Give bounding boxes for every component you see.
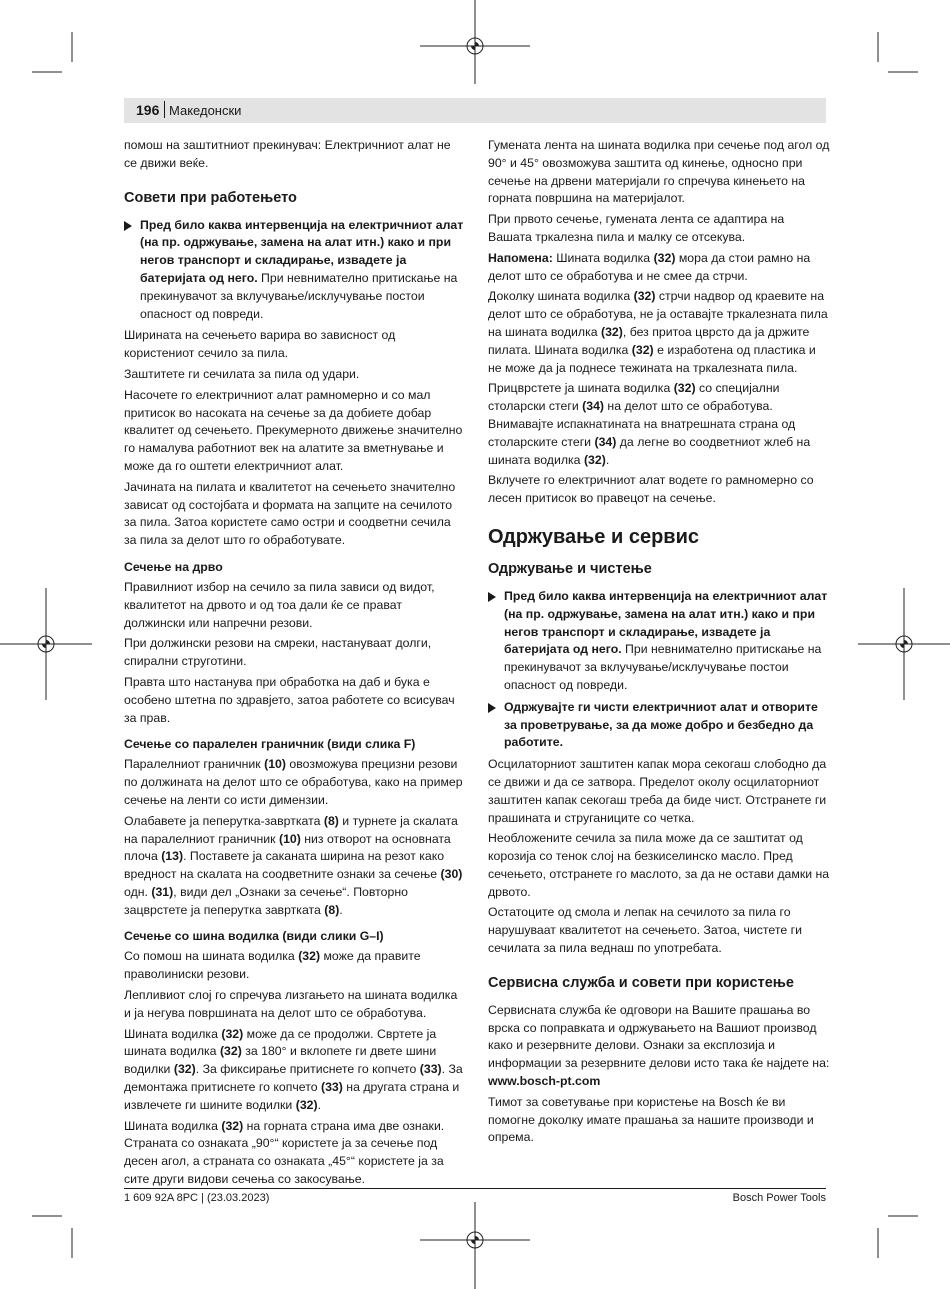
safety-bullet-text: При невнимателно притискање на прекинувачот за вклучување/исклучување постои опасност од повреди.: [140, 270, 458, 321]
page-number: 196: [136, 102, 160, 118]
footer-brand: Bosch Power Tools: [732, 1192, 826, 1204]
paragraph: Прицврстете ја шината водилка (32) со специјални столарски стеги (34) на делот што се обработува. Внимавајте испакнатината на внатрешната страна од столарските стеги (34) да легне во соодветниот жлеб на шината водилка (32).: [488, 381, 811, 467]
header-language: Македонски: [169, 103, 242, 118]
paragraph: Олабавете ја пеперутка-завртката (8) и турнете ја скалата на паралелниот граничник (10) низ отворот на основната плоча (13). Поставете ја саканата ширина на резот како вредност на скалата на соодветните ознаки за сечење (30) одн. (31), види дел „Ознаки за сечење“. Повторно зацврстете ја пеперутка завртката (8).: [124, 813, 463, 917]
paragraph: Доколку шината водилка (32) стрчи надвор од краевите на делот што се обработува, не ја оставајте тркалезната пила на шината водилка (32), без притоа цврсто да ја држите пилата. Шината водилка (32) е изработена од пластика и не може да ја поднесе тежината на тркалезната пила.: [488, 289, 828, 375]
paragraph: При првото сечење, гумената лента се адаптира на Вашата тркалезна пила и малку се отсекува.: [488, 212, 785, 244]
paragraph: Тимот за советување при користење на Bosch ќе ви помогне доколку имате прашања за нашите производи и опрема.: [488, 1094, 814, 1145]
paragraph: Насочете го електричниот алат рамномерно и со мал притисок во насоката на сечење за да добиете добар квалитет од сечењето. Прекумерното движење значително го намалува работниот век на алатите за вметнување и може да го оштети електричниот алат.: [124, 387, 463, 473]
paragraph: Сервисната служба ќе одговори на Вашите прашања во врска со поправката и одржувањето на Вашиот производ како и резервните делови. Ознаки за експлозија и информации за резервните делови исто така ќе најдете на: www.bosch-pt.com: [488, 1002, 830, 1089]
paragraph: Необложените сечила за пила може да се заштитат од корозија со тенок слој на безкиселинско масло. Пред сечењето, отстранете го маслото, за да не остави дамки на дрвото.: [488, 831, 830, 899]
paragraph: Лепливиот слој го спречува лизгањето на шината водилка и ја негува површината на делот што се обработува.: [124, 988, 458, 1020]
left-column: [124, 137, 466, 1192]
footer-doc-number: 1 609 92A 8PC | (23.03.2023): [124, 1192, 270, 1204]
paragraph: Шината водилка (32) може да се продолжи. Свртете ја шината водилка (32) за 180° и вклопете ги двете шини водилки (32). За фиксирање притиснете го копчето (33). За демонтажа притиснете го копчето (33) на другата страна и извлечете ги шините водилки (32).: [124, 1026, 463, 1112]
header-separator: [164, 101, 165, 118]
paragraph: Гумената лента на шината водилка при сечење под агол од 90° и 45° овозможува заштита од кинење, односно при сечење на дрвени материјали го спречува кинењето на горната површина на материјалот.: [488, 138, 830, 206]
paragraph: Јачината на пилата и квалитетот на сечењето значително зависат од состојбата и формата на запците на сечилото за пила. Затоа користете само остри и соодветни сечила за пила за делот што го обработувате.: [124, 479, 456, 548]
paragraph: Шината водилка (32) на горната страна има две ознаки. Страната со ознаката „90°“ користете ја за сечење под десен агол, а страната со ознаката „45°“ користете ја за сите други видови сечења со закосување.: [124, 1118, 445, 1187]
safety-bullet: [124, 217, 466, 324]
arrow-bullet-icon: [488, 592, 496, 602]
arrow-bullet-icon: [124, 221, 132, 231]
right-column: [488, 137, 830, 1150]
intro-paragraph: помош на заштитниот прекинувач: Електричниот алат не се движи веќе.: [124, 138, 451, 170]
heading-wood-cutting: Сечење на дрво: [124, 559, 223, 574]
heading-work-tips: Совети при работењето: [124, 189, 297, 206]
paragraph: Правилниот избор на сечило за пила зависи од видот, квалитетот на дрвото и од тоа дали ќе се прават должински или напречни резови.: [124, 579, 435, 630]
heading-guide-rail: Сечење со шина водилка (види слики G–I): [124, 929, 384, 944]
heading-service: Сервисна служба и совети при користење: [488, 974, 794, 991]
arrow-bullet-icon: [488, 703, 496, 713]
paragraph: При должински резови на смреки, настануваат долги, спирални струготини.: [124, 636, 432, 669]
paragraph: Остатоците од смола и лепак на сечилото за пила го нарушуваат квалитетот на сечењето. Затоа, чистете ги сечилата за пила веднаш по употребата.: [488, 905, 802, 956]
bosch-link[interactable]: www.bosch-pt.com: [488, 1074, 601, 1089]
paragraph: Заштитете ги сечилата за пила од удари.: [124, 366, 360, 381]
safety-bullet: Пред било каква интервенција на електричниот алат (на пр. одржување, замена на алат итн.) како и при негов транспорт и складирање, извадете ја батеријата од него. При невнимателно притискање на прекинувачот за вклучување/исклучување постои опасност од повреди.: [488, 588, 830, 695]
paragraph: Вклучете го електричниот алат водете го рамномерно со лесен притисок во правецот на сечење.: [488, 473, 814, 506]
paragraph: Паралелниот граничник (10) овозможува прецизни резови по должината на делот што се обработува, како на пример сечење на ленти со исти димензии.: [124, 757, 463, 807]
paragraph: Осцилаторниот заштитен капак мора секогаш слободно да се движи и да се затвора. Пределот околу осцилаторниот заштитен капак секогаш треба да биде чист. Отстранете ги прашината и струганиците со четка.: [488, 757, 827, 825]
page-header: [124, 98, 826, 123]
note-paragraph: Напомена: Шината водилка (32) мора да стои рамно на делот што се обработува и не смее да стрчи.: [488, 250, 811, 283]
paragraph: Со помош на шината водилка (32) може да правите праволиниски резови.: [124, 949, 421, 982]
paragraph: Правта што настанува при обработка на даб и бука е особено штетна по здравјето, затоа работете со всисувач за прав.: [124, 674, 455, 725]
heading-maintenance-cleaning: Одржување и чистење: [488, 560, 652, 577]
cleaning-bullet: Одржувајте ги чисти електричниот алат и отворите за проветрување, за да може добро и безбедно да работите.: [488, 699, 830, 752]
paragraph: Ширината на сечењето варира во зависност од користениот сечило за пила.: [124, 328, 396, 361]
heading-parallel-guide: Сечење со паралелен граничник (види слика F): [124, 737, 416, 752]
footer-rule: [124, 1188, 826, 1189]
safety-bullet-bold: Пред било каква интервенција на електричниот алат (на пр. одржување, замена на алат итн.) како и при негов транспорт и складирање, извадете ја батеријата од него.: [140, 217, 464, 285]
heading-maintenance-service: Одржување и сервис: [488, 525, 699, 548]
